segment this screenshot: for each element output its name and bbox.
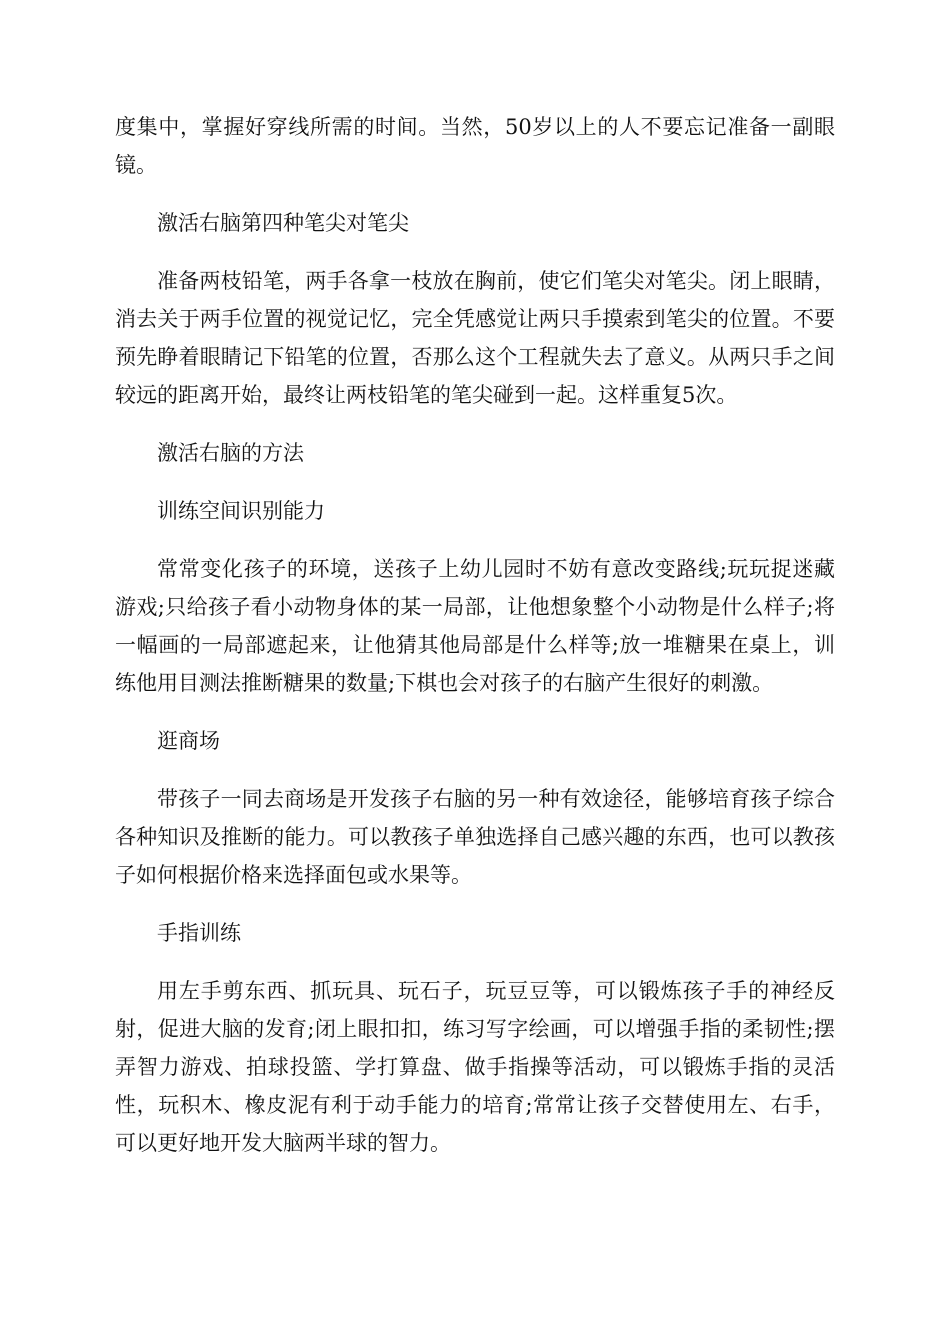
subheading-shopping: 逛商场 <box>157 729 220 753</box>
paragraph-spatial-training: 常常变化孩子的环境，送孩子上幼儿园时不妨有意改变路线;玩玩捉迷藏游戏;只给孩子看小动物身体的某一局部，让他想象整个小动物是什么样子;将一幅画的一局部遮起来，让他猜其他局部是什么样等;放一堆糖果在桌上，训练他用目测法推断糖果的数量;下棋也会对孩子的右脑产生很好的刺激。 <box>115 557 835 695</box>
paragraph-continued: 度集中，掌握好穿线所需的时间。当然，50岁以上的人不要忘记准备一副眼镜。 <box>115 115 835 177</box>
paragraph-finger-training: 用左手剪东西、抓玩具、玩石子，玩豆豆等，可以锻炼孩子手的神经反射，促进大脑的发育;闭上眼扣扣，练习写字绘画，可以增强手指的柔韧性;摆弄智力游戏、拍球投篮、学打算盘、做手指操等活动，可以锻炼手指的灵活性，玩积木、橡皮泥有利于动手能力的培育;常常让孩子交替使用左、右手，可以更好地开发大脑两半球的智力。 <box>115 979 835 1155</box>
paragraph-shopping: 带孩子一同去商场是开发孩子右脑的另一种有效途径，能够培育孩子综合各种知识及推断的能力。可以教孩子单独选择自己感兴趣的东西，也可以教孩子如何根据价格来选择面包或水果等。 <box>115 787 835 887</box>
section-heading-methods: 激活右脑的方法 <box>157 441 304 465</box>
section-heading-pen-tip: 激活右脑第四种笔尖对笔尖 <box>157 211 409 235</box>
subheading-finger-training: 手指训练 <box>157 921 241 945</box>
subheading-spatial-training: 训练空间识别能力 <box>157 499 325 523</box>
document-body <box>115 108 835 1182</box>
paragraph-pen-tip-exercise: 准备两枝铅笔，两手各拿一枝放在胸前，使它们笔尖对笔尖。闭上眼睛，消去关于两手位置的视觉记忆，完全凭感觉让两只手摸索到笔尖的位置。不要预先睁着眼睛记下铅笔的位置，否那么这个工程就失去了意义。从两只手之间较远的距离开始，最终让两枝铅笔的笔尖碰到一起。这样重复5次。 <box>115 269 835 407</box>
